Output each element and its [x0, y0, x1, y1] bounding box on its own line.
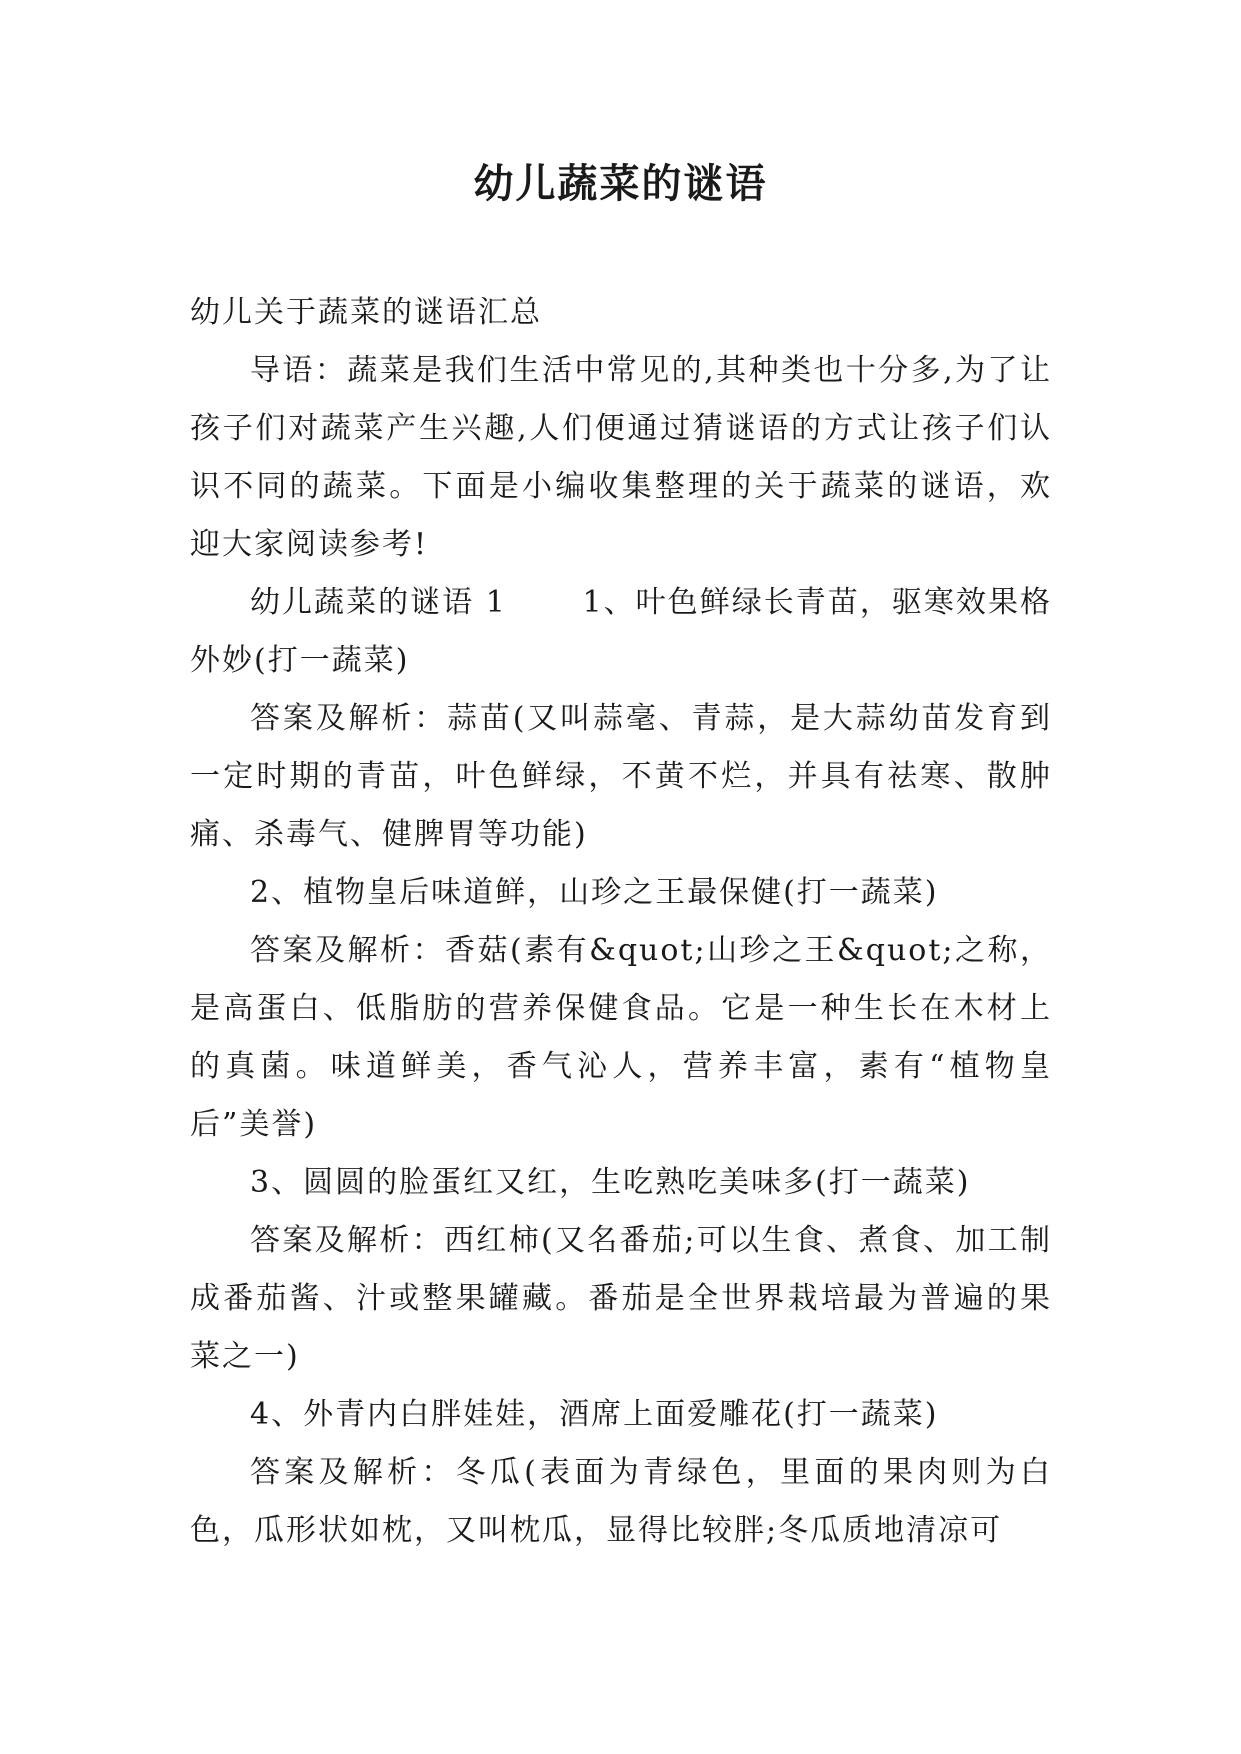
riddle-question: 2、植物皇后味道鲜，山珍之王最保健(打一蔬菜): [250, 875, 939, 910]
riddle-answer: 答案及解析：冬瓜(表面为青绿色，里面的果肉则为白色，瓜形状如枕，又叫枕瓜，显得比较胖;冬瓜质地清凉可: [190, 1455, 1052, 1548]
document-subtitle: 幼儿关于蔬菜的谜语汇总: [190, 295, 542, 330]
intro-paragraph: 导语：蔬菜是我们生活中常见的,其种类也十分多,为了让孩子们对蔬菜产生兴趣,人们便通过猜谜语的方式让孩子们认识不同的蔬菜。下面是小编收集整理的关于蔬菜的谜语，欢迎大家阅读参考!: [190, 353, 1052, 562]
document-body: [190, 284, 1052, 1560]
riddle-answer: 答案及解析：蒜苗(又叫蒜毫、青蒜，是大蒜幼苗发育到一定时期的青苗，叶色鲜绿，不黄不烂，并具有祛寒、散肿痛、杀毒气、健脾胃等功能): [190, 701, 1052, 852]
riddle-question: 4、外青内白胖娃娃，酒席上面爱雕花(打一蔬菜): [250, 1397, 939, 1432]
riddle-answer: 答案及解析：西红柿(又名番茄;可以生食、煮食、加工制成番茄酱、汁或整果罐藏。番茄是全世界栽培最为普遍的果菜之一): [190, 1223, 1052, 1374]
riddle-question: 幼儿蔬菜的谜语 1 1、叶色鲜绿长青苗，驱寒效果格外妙(打一蔬菜): [190, 585, 1052, 678]
riddle-question: 3、圆圆的脸蛋红又红，生吃熟吃美味多(打一蔬菜): [250, 1165, 971, 1200]
riddle-answer: 答案及解析：香菇(素有&quot;山珍之王&quot;之称，是高蛋白、低脂肪的营养保健食品。它是一种生长在木材上的真菌。味道鲜美，香气沁人，营养丰富，素有“植物皇后”美誉): [190, 933, 1052, 1142]
document-title: 幼儿蔬菜的谜语: [473, 160, 768, 207]
